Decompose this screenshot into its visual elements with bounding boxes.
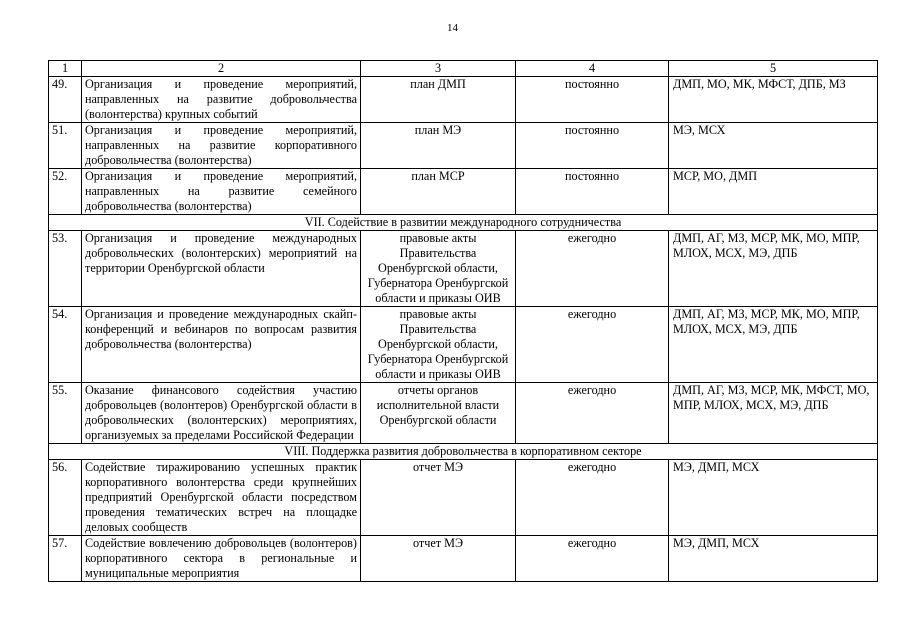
page-number: 14 [447, 22, 458, 34]
row-source: отчеты органов исполнительной власти Оренбургской области [361, 383, 516, 444]
table-row [49, 123, 878, 169]
row-number: 52. [49, 169, 82, 215]
row-source: правовые акты Правительства Оренбургской области, Губернатора Оренбургской области и приказы ОИВ [361, 307, 516, 383]
column-header: 1 [49, 61, 82, 77]
column-header: 5 [669, 61, 878, 77]
column-header: 2 [82, 61, 361, 77]
section-title: VIII. Поддержка развития добровольчества в корпоративном секторе [49, 444, 878, 460]
row-number: 56. [49, 460, 82, 536]
row-executors: МЭ, МСХ [669, 123, 878, 169]
row-description: Оказание финансового содействия участию добровольцев (волонтеров) Оренбургской области в добровольческих (волонтерских) мероприятиях, организуемых за пределами Российской Федерации [82, 383, 361, 444]
row-number: 49. [49, 77, 82, 123]
row-description: Содействие вовлечению добровольцев (волонтеров) корпоративного сектора в региональные и муниципальные мероприятия [82, 536, 361, 582]
row-term: постоянно [516, 77, 669, 123]
row-executors: МЭ, ДМП, МСХ [669, 536, 878, 582]
row-source: отчет МЭ [361, 536, 516, 582]
row-source: план ДМП [361, 77, 516, 123]
section-row [49, 215, 878, 231]
row-executors: ДМП, АГ, МЗ, МСР, МК, МО, МПР, МЛОХ, МСХ, МЭ, ДПБ [669, 307, 878, 383]
row-term: ежегодно [516, 307, 669, 383]
row-term: постоянно [516, 123, 669, 169]
column-header: 4 [516, 61, 669, 77]
row-executors: ДМП, МО, МК, МФСТ, ДПБ, МЗ [669, 77, 878, 123]
row-number: 51. [49, 123, 82, 169]
row-term: ежегодно [516, 460, 669, 536]
row-executors: ДМП, АГ, МЗ, МСР, МК, МФСТ, МО, МПР, МЛОХ, МСХ, МЭ, ДПБ [669, 383, 878, 444]
row-executors: МСР, МО, ДМП [669, 169, 878, 215]
row-source: отчет МЭ [361, 460, 516, 536]
row-source: план МСР [361, 169, 516, 215]
row-term: ежегодно [516, 536, 669, 582]
row-source: правовые акты Правительства Оренбургской области, Губернатора Оренбургской области и приказы ОИВ [361, 231, 516, 307]
row-source: план МЭ [361, 123, 516, 169]
section-row [49, 444, 878, 460]
table-row [49, 383, 878, 444]
table-row [49, 77, 878, 123]
row-number: 57. [49, 536, 82, 582]
row-number: 54. [49, 307, 82, 383]
row-term: ежегодно [516, 231, 669, 307]
row-description: Организация и проведение международных добровольческих (волонтерских) мероприятий на территории Оренбургской области [82, 231, 361, 307]
table-row [49, 536, 878, 582]
table-row [49, 307, 878, 383]
row-description: Организация и проведение мероприятий, направленных на развитие семейного добровольчества (волонтерства) [82, 169, 361, 215]
table-row [49, 460, 878, 536]
table-row [49, 169, 878, 215]
row-number: 53. [49, 231, 82, 307]
row-executors: МЭ, ДМП, МСХ [669, 460, 878, 536]
row-term: постоянно [516, 169, 669, 215]
table-row [49, 231, 878, 307]
column-header: 3 [361, 61, 516, 77]
row-description: Организация и проведение мероприятий, направленных на развитие добровольчества (волонтерства) крупных событий [82, 77, 361, 123]
row-description: Организация и проведение мероприятий, направленных на развитие корпоративного добровольчества (волонтерства) [82, 123, 361, 169]
row-description: Организация и проведение международных скайп-конференций и вебинаров по вопросам развития добровольчества (волонтерства) [82, 307, 361, 383]
row-description: Содействие тиражированию успешных практик корпоративного волонтерства среди крупнейших предприятий Оренбургской области посредством проведения тематических встреч на площадке деловых сообществ [82, 460, 361, 536]
row-executors: ДМП, АГ, МЗ, МСР, МК, МО, МПР, МЛОХ, МСХ, МЭ, ДПБ [669, 231, 878, 307]
row-number: 55. [49, 383, 82, 444]
plan-table [48, 60, 878, 582]
header-row [49, 61, 878, 77]
row-term: ежегодно [516, 383, 669, 444]
section-title: VII. Содействие в развитии международного сотрудничества [49, 215, 878, 231]
